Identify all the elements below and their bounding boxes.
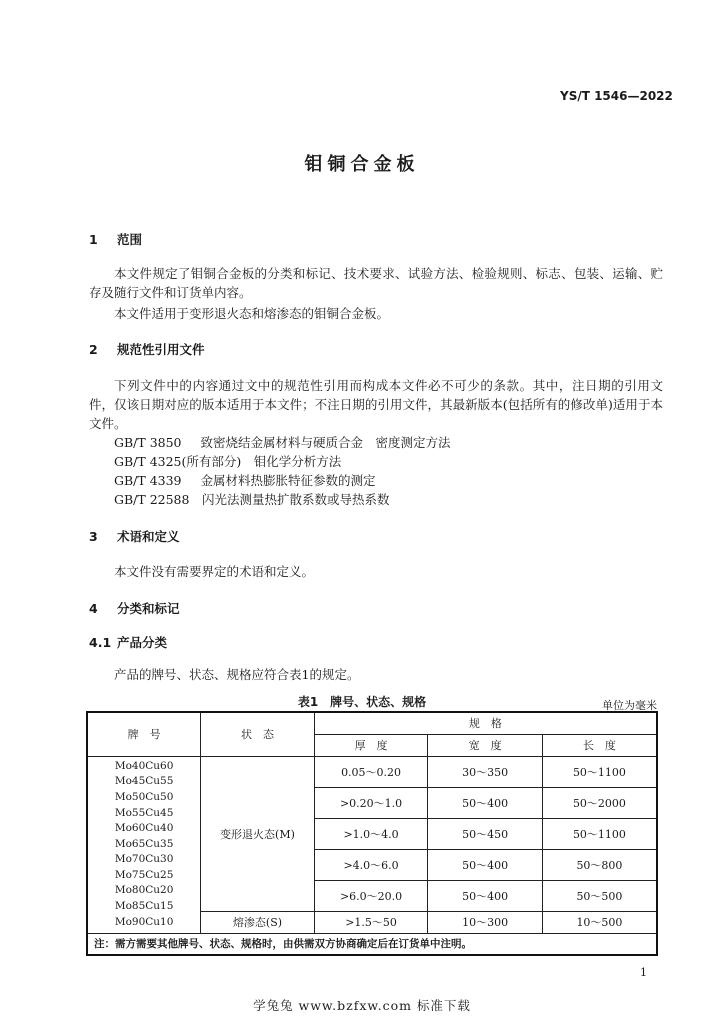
header-width: 宽 度 bbox=[428, 734, 543, 756]
cell-width: 50～400 bbox=[428, 787, 543, 818]
state-infiltrated: 熔渗态(S) bbox=[201, 911, 315, 933]
standard-code: YS/T 1546—2022 bbox=[560, 89, 673, 103]
section-2-heading bbox=[89, 340, 205, 358]
section-2-paragraph-1: 下列文件中的内容通过文中的规范性引用而构成本文件必不可少的条款。其中，注日期的引用文件，仅该日期对应的版本适用于本文件；不注日期的引用文件，其最新版本(包括所有的修改单)适用于本文件。 bbox=[89, 378, 663, 431]
section-4-title: 分类和标记 bbox=[117, 601, 180, 616]
grade-list bbox=[87, 756, 201, 933]
grade-item: Mo85Cu15 bbox=[114, 900, 174, 913]
cell-width: 50～450 bbox=[428, 818, 543, 849]
section-1-title: 范围 bbox=[117, 232, 143, 247]
section-4-1-number: 4.1 bbox=[89, 635, 112, 650]
section-3-paragraph-1: 本文件没有需要界定的术语和定义。 bbox=[114, 564, 315, 579]
reference-title: 金属材料热膨胀特征参数的测定 bbox=[200, 473, 376, 488]
section-4-1-title: 产品分类 bbox=[117, 635, 168, 650]
reference-item bbox=[114, 433, 451, 451]
cell-thickness: >4.0～6.0 bbox=[314, 849, 428, 880]
cell-length: 50～2000 bbox=[542, 787, 657, 818]
state-annealed: 变形退火态(M) bbox=[201, 756, 315, 911]
section-3-number: 3 bbox=[89, 529, 98, 544]
document-title: 钼铜合金板 bbox=[304, 154, 420, 175]
section-1-number: 1 bbox=[89, 232, 98, 247]
section-1-heading bbox=[89, 230, 142, 248]
grade-item: Mo60Cu40 bbox=[114, 822, 174, 835]
section-2-number: 2 bbox=[89, 342, 98, 357]
cell-length: 50～500 bbox=[542, 880, 657, 911]
section-4-number: 4 bbox=[89, 601, 98, 616]
reference-code: GB/T 22588 bbox=[114, 492, 190, 507]
reference-title: 致密烧结金属材料与硬质合金 密度测定方法 bbox=[200, 435, 451, 450]
section-3-heading bbox=[89, 527, 180, 545]
cell-width: 10～300 bbox=[428, 911, 543, 933]
grade-item: Mo80Cu20 bbox=[114, 884, 174, 897]
grade-item: Mo65Cu35 bbox=[114, 837, 174, 850]
grade-item: Mo90Cu10 bbox=[114, 915, 174, 928]
section-3-title: 术语和定义 bbox=[117, 529, 180, 544]
section-1-paragraph-1: 本文件规定了钼铜合金板的分类和标记、技术要求、试验方法、检验规则、标志、包装、运输、贮存及随行文件和订货单内容。 bbox=[89, 266, 663, 300]
reference-code: GB/T 4325(所有部分) bbox=[114, 454, 242, 469]
cell-width: 50～400 bbox=[428, 880, 543, 911]
header-length: 长 度 bbox=[542, 734, 657, 756]
table-note: 注：需方需要其他牌号、状态、规格时，由供需双方协商确定后在订货单中注明。 bbox=[87, 933, 657, 955]
cell-length: 50～1100 bbox=[542, 756, 657, 787]
header-thickness: 厚 度 bbox=[314, 734, 428, 756]
cell-thickness: >0.20～1.0 bbox=[314, 787, 428, 818]
section-4-1-heading bbox=[89, 633, 167, 651]
cell-width: 30～350 bbox=[428, 756, 543, 787]
page-number: 1 bbox=[640, 966, 647, 979]
section-4-1-paragraph-1: 产品的牌号、状态、规格应符合表1的规定。 bbox=[114, 667, 360, 682]
cell-thickness: >6.0～20.0 bbox=[314, 880, 428, 911]
reference-item bbox=[114, 452, 341, 470]
grade-item: Mo45Cu55 bbox=[114, 775, 174, 788]
grade-item: Mo50Cu50 bbox=[114, 790, 174, 803]
reference-item bbox=[114, 490, 390, 508]
header-state: 状 态 bbox=[201, 712, 315, 756]
section-4-heading bbox=[89, 599, 180, 617]
reference-title: 钼化学分析方法 bbox=[253, 454, 342, 469]
table-unit: 单位为毫米 bbox=[602, 699, 657, 712]
reference-item bbox=[114, 471, 376, 489]
section-1-paragraph-2: 本文件适用于变形退火态和熔渗态的钼铜合金板。 bbox=[114, 306, 390, 321]
header-spec: 规 格 bbox=[314, 712, 657, 734]
cell-length: 10～500 bbox=[542, 911, 657, 933]
cell-thickness: >1.0～4.0 bbox=[314, 818, 428, 849]
grade-item: Mo70Cu30 bbox=[114, 853, 174, 866]
cell-width: 50～400 bbox=[428, 849, 543, 880]
grade-state-spec-table bbox=[86, 711, 658, 956]
reference-code: GB/T 3850 bbox=[114, 435, 182, 450]
reference-title: 闪光法测量热扩散系数或导热系数 bbox=[201, 492, 390, 507]
header-grade: 牌 号 bbox=[87, 712, 201, 756]
cell-length: 50～800 bbox=[542, 849, 657, 880]
cell-thickness: >1.5～50 bbox=[314, 911, 428, 933]
grade-item: Mo75Cu25 bbox=[114, 868, 174, 881]
table-caption: 表1 牌号、状态、规格 bbox=[297, 695, 427, 709]
cell-length: 50～1100 bbox=[542, 818, 657, 849]
section-2-title: 规范性引用文件 bbox=[117, 342, 205, 357]
cell-thickness: 0.05～0.20 bbox=[314, 756, 428, 787]
grade-item: Mo55Cu45 bbox=[114, 806, 174, 819]
reference-code: GB/T 4339 bbox=[114, 473, 182, 488]
footer-watermark: 学兔兔 www.bzfxw.com 标准下载 bbox=[253, 998, 471, 1013]
grade-item: Mo40Cu60 bbox=[114, 759, 174, 772]
